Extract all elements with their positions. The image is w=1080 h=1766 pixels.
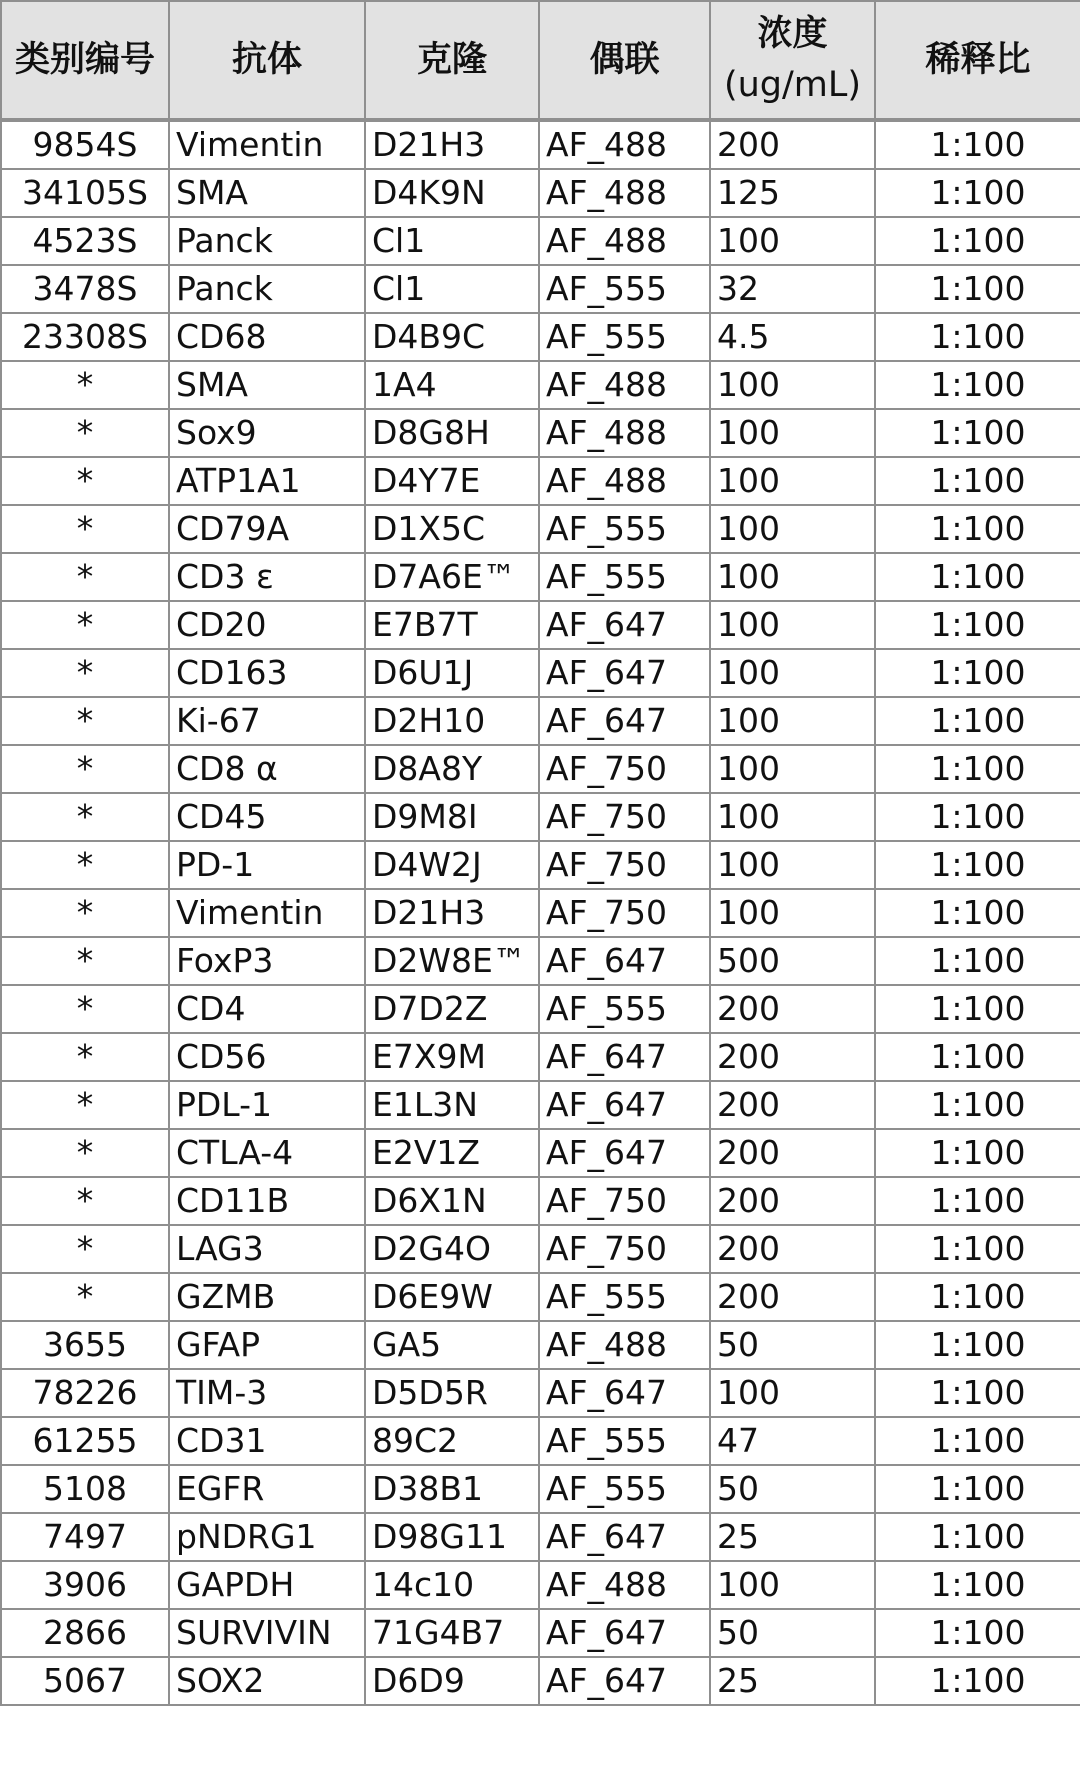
- cell-antibody: CD79A: [169, 505, 365, 553]
- header-clone: 克隆: [365, 1, 539, 120]
- cell-dilution: 1:100: [875, 1369, 1080, 1417]
- cell-clone: D8A8Y: [365, 745, 539, 793]
- table-row: [1, 1369, 1080, 1417]
- cell-dilution: 1:100: [875, 1225, 1080, 1273]
- cell-clone: D4Y7E: [365, 457, 539, 505]
- table-row: [1, 1081, 1080, 1129]
- header-conjugate: 偶联: [539, 1, 710, 120]
- cell-concentration: 100: [710, 601, 875, 649]
- table-row: [1, 1321, 1080, 1369]
- cell-category-code: *: [1, 649, 169, 697]
- cell-concentration: 50: [710, 1609, 875, 1657]
- cell-category-code: *: [1, 1225, 169, 1273]
- cell-category-code: *: [1, 409, 169, 457]
- cell-dilution: 1:100: [875, 505, 1080, 553]
- cell-conjugate: AF_647: [539, 1033, 710, 1081]
- table-row: [1, 649, 1080, 697]
- table-row: [1, 505, 1080, 553]
- cell-conjugate: AF_555: [539, 553, 710, 601]
- cell-conjugate: AF_750: [539, 793, 710, 841]
- cell-dilution: 1:100: [875, 120, 1080, 169]
- cell-concentration: 100: [710, 649, 875, 697]
- cell-dilution: 1:100: [875, 1177, 1080, 1225]
- cell-clone: D6D9: [365, 1657, 539, 1705]
- cell-antibody: GFAP: [169, 1321, 365, 1369]
- cell-conjugate: AF_488: [539, 169, 710, 217]
- cell-antibody: CTLA-4: [169, 1129, 365, 1177]
- cell-conjugate: AF_555: [539, 1273, 710, 1321]
- table-row: [1, 1657, 1080, 1705]
- cell-category-code: *: [1, 697, 169, 745]
- cell-category-code: *: [1, 745, 169, 793]
- cell-antibody: GAPDH: [169, 1561, 365, 1609]
- cell-category-code: *: [1, 1273, 169, 1321]
- cell-category-code: *: [1, 1177, 169, 1225]
- cell-antibody: LAG3: [169, 1225, 365, 1273]
- cell-clone: D1X5C: [365, 505, 539, 553]
- cell-dilution: 1:100: [875, 409, 1080, 457]
- cell-category-code: *: [1, 1129, 169, 1177]
- table-row: [1, 361, 1080, 409]
- cell-clone: E2V1Z: [365, 1129, 539, 1177]
- cell-conjugate: AF_647: [539, 1609, 710, 1657]
- cell-concentration: 100: [710, 793, 875, 841]
- cell-clone: D2G4O: [365, 1225, 539, 1273]
- cell-concentration: 25: [710, 1513, 875, 1561]
- cell-antibody: Panck: [169, 265, 365, 313]
- cell-conjugate: AF_647: [539, 601, 710, 649]
- cell-antibody: GZMB: [169, 1273, 365, 1321]
- cell-concentration: 200: [710, 120, 875, 169]
- cell-dilution: 1:100: [875, 553, 1080, 601]
- cell-concentration: 50: [710, 1321, 875, 1369]
- cell-clone: D9M8I: [365, 793, 539, 841]
- cell-clone: 14c10: [365, 1561, 539, 1609]
- cell-clone: D6U1J: [365, 649, 539, 697]
- table-row: [1, 1561, 1080, 1609]
- cell-dilution: 1:100: [875, 1033, 1080, 1081]
- cell-antibody: CD163: [169, 649, 365, 697]
- cell-concentration: 100: [710, 553, 875, 601]
- cell-conjugate: AF_555: [539, 313, 710, 361]
- cell-dilution: 1:100: [875, 217, 1080, 265]
- cell-conjugate: AF_647: [539, 649, 710, 697]
- cell-conjugate: AF_647: [539, 697, 710, 745]
- cell-antibody: CD11B: [169, 1177, 365, 1225]
- cell-antibody: pNDRG1: [169, 1513, 365, 1561]
- cell-clone: D21H3: [365, 120, 539, 169]
- cell-category-code: 2866: [1, 1609, 169, 1657]
- cell-conjugate: AF_647: [539, 1657, 710, 1705]
- cell-conjugate: AF_488: [539, 409, 710, 457]
- table-row: [1, 1273, 1080, 1321]
- cell-category-code: 4523S: [1, 217, 169, 265]
- cell-category-code: *: [1, 505, 169, 553]
- cell-category-code: *: [1, 793, 169, 841]
- cell-dilution: 1:100: [875, 985, 1080, 1033]
- cell-clone: D98G11: [365, 1513, 539, 1561]
- cell-category-code: 5108: [1, 1465, 169, 1513]
- cell-dilution: 1:100: [875, 1321, 1080, 1369]
- cell-antibody: CD31: [169, 1417, 365, 1465]
- cell-dilution: 1:100: [875, 1657, 1080, 1705]
- cell-antibody: PD-1: [169, 841, 365, 889]
- cell-dilution: 1:100: [875, 1465, 1080, 1513]
- header-row: [1, 1, 1080, 120]
- cell-concentration: 200: [710, 1033, 875, 1081]
- table-row: [1, 553, 1080, 601]
- cell-dilution: 1:100: [875, 649, 1080, 697]
- cell-concentration: 25: [710, 1657, 875, 1705]
- cell-dilution: 1:100: [875, 1561, 1080, 1609]
- cell-clone: D7D2Z: [365, 985, 539, 1033]
- table-row: [1, 697, 1080, 745]
- cell-dilution: 1:100: [875, 361, 1080, 409]
- cell-conjugate: AF_750: [539, 1225, 710, 1273]
- cell-clone: 89C2: [365, 1417, 539, 1465]
- cell-category-code: *: [1, 361, 169, 409]
- table-row: [1, 1225, 1080, 1273]
- cell-concentration: 200: [710, 1129, 875, 1177]
- table-header: [1, 1, 1080, 120]
- cell-antibody: SURVIVIN: [169, 1609, 365, 1657]
- cell-conjugate: AF_488: [539, 1561, 710, 1609]
- cell-conjugate: AF_488: [539, 120, 710, 169]
- cell-concentration: 100: [710, 1369, 875, 1417]
- cell-antibody: SMA: [169, 361, 365, 409]
- cell-concentration: 47: [710, 1417, 875, 1465]
- table-row: [1, 937, 1080, 985]
- table-row: [1, 409, 1080, 457]
- cell-dilution: 1:100: [875, 889, 1080, 937]
- cell-conjugate: AF_647: [539, 937, 710, 985]
- table-row: [1, 601, 1080, 649]
- cell-antibody: EGFR: [169, 1465, 365, 1513]
- cell-clone: 1A4: [365, 361, 539, 409]
- cell-dilution: 1:100: [875, 1513, 1080, 1561]
- cell-concentration: 100: [710, 217, 875, 265]
- table-row: [1, 1417, 1080, 1465]
- cell-dilution: 1:100: [875, 169, 1080, 217]
- cell-concentration: 50: [710, 1465, 875, 1513]
- cell-conjugate: AF_750: [539, 889, 710, 937]
- cell-category-code: *: [1, 985, 169, 1033]
- header-antibody: 抗体: [169, 1, 365, 120]
- header-category-code: 类别编号: [1, 1, 169, 120]
- cell-antibody: SMA: [169, 169, 365, 217]
- cell-antibody: PDL-1: [169, 1081, 365, 1129]
- table-row: [1, 841, 1080, 889]
- cell-conjugate: AF_488: [539, 361, 710, 409]
- cell-concentration: 32: [710, 265, 875, 313]
- cell-dilution: 1:100: [875, 1081, 1080, 1129]
- cell-category-code: 9854S: [1, 120, 169, 169]
- cell-category-code: 3906: [1, 1561, 169, 1609]
- cell-conjugate: AF_488: [539, 217, 710, 265]
- cell-category-code: *: [1, 457, 169, 505]
- cell-clone: D2W8E™: [365, 937, 539, 985]
- cell-antibody: CD20: [169, 601, 365, 649]
- cell-concentration: 4.5: [710, 313, 875, 361]
- cell-category-code: 23308S: [1, 313, 169, 361]
- cell-concentration: 100: [710, 361, 875, 409]
- cell-antibody: CD3 ε: [169, 553, 365, 601]
- cell-category-code: *: [1, 553, 169, 601]
- cell-concentration: 100: [710, 457, 875, 505]
- cell-category-code: *: [1, 1081, 169, 1129]
- cell-conjugate: AF_555: [539, 985, 710, 1033]
- table-row: [1, 120, 1080, 169]
- header-concentration: [710, 1, 875, 120]
- table-row: [1, 1513, 1080, 1561]
- table-row: [1, 793, 1080, 841]
- table-row: [1, 889, 1080, 937]
- cell-antibody: SOX2: [169, 1657, 365, 1705]
- cell-category-code: *: [1, 841, 169, 889]
- cell-clone: D5D5R: [365, 1369, 539, 1417]
- cell-clone: GA5: [365, 1321, 539, 1369]
- cell-concentration: 125: [710, 169, 875, 217]
- table-body: [1, 120, 1080, 1705]
- cell-dilution: 1:100: [875, 1129, 1080, 1177]
- table-row: [1, 313, 1080, 361]
- cell-antibody: Vimentin: [169, 889, 365, 937]
- table-row: [1, 1033, 1080, 1081]
- cell-category-code: *: [1, 1033, 169, 1081]
- table-row: [1, 265, 1080, 313]
- table-row: [1, 745, 1080, 793]
- cell-concentration: 100: [710, 409, 875, 457]
- cell-antibody: CD8 α: [169, 745, 365, 793]
- cell-concentration: 100: [710, 1561, 875, 1609]
- cell-clone: D38B1: [365, 1465, 539, 1513]
- cell-antibody: CD4: [169, 985, 365, 1033]
- cell-clone: D6E9W: [365, 1273, 539, 1321]
- cell-dilution: 1:100: [875, 457, 1080, 505]
- cell-conjugate: AF_750: [539, 841, 710, 889]
- cell-antibody: Vimentin: [169, 120, 365, 169]
- cell-category-code: *: [1, 889, 169, 937]
- cell-clone: D4W2J: [365, 841, 539, 889]
- cell-conjugate: AF_488: [539, 1321, 710, 1369]
- cell-antibody: CD45: [169, 793, 365, 841]
- cell-antibody: Sox9: [169, 409, 365, 457]
- cell-clone: E7X9M: [365, 1033, 539, 1081]
- table-row: [1, 457, 1080, 505]
- cell-dilution: 1:100: [875, 841, 1080, 889]
- cell-concentration: 100: [710, 841, 875, 889]
- cell-conjugate: AF_647: [539, 1081, 710, 1129]
- cell-conjugate: AF_750: [539, 745, 710, 793]
- cell-category-code: *: [1, 601, 169, 649]
- cell-concentration: 100: [710, 505, 875, 553]
- cell-clone: Cl1: [365, 217, 539, 265]
- cell-clone: D4K9N: [365, 169, 539, 217]
- header-dilution: 稀释比: [875, 1, 1080, 120]
- cell-clone: D21H3: [365, 889, 539, 937]
- cell-conjugate: AF_555: [539, 265, 710, 313]
- cell-conjugate: AF_555: [539, 1417, 710, 1465]
- cell-category-code: *: [1, 937, 169, 985]
- cell-antibody: FoxP3: [169, 937, 365, 985]
- cell-dilution: 1:100: [875, 1417, 1080, 1465]
- cell-category-code: 5067: [1, 1657, 169, 1705]
- cell-dilution: 1:100: [875, 937, 1080, 985]
- cell-concentration: 200: [710, 985, 875, 1033]
- cell-clone: 71G4B7: [365, 1609, 539, 1657]
- cell-clone: D7A6E™: [365, 553, 539, 601]
- cell-dilution: 1:100: [875, 745, 1080, 793]
- cell-antibody: Panck: [169, 217, 365, 265]
- cell-dilution: 1:100: [875, 265, 1080, 313]
- cell-antibody: CD56: [169, 1033, 365, 1081]
- cell-concentration: 200: [710, 1273, 875, 1321]
- table-row: [1, 1609, 1080, 1657]
- cell-category-code: 7497: [1, 1513, 169, 1561]
- cell-clone: D2H10: [365, 697, 539, 745]
- cell-category-code: 3478S: [1, 265, 169, 313]
- cell-concentration: 100: [710, 697, 875, 745]
- cell-concentration: 200: [710, 1081, 875, 1129]
- header-concentration-line2: (ug/mL): [723, 65, 862, 105]
- cell-clone: Cl1: [365, 265, 539, 313]
- cell-conjugate: AF_647: [539, 1369, 710, 1417]
- cell-category-code: 61255: [1, 1417, 169, 1465]
- table-row: [1, 985, 1080, 1033]
- cell-category-code: 34105S: [1, 169, 169, 217]
- cell-concentration: 200: [710, 1177, 875, 1225]
- cell-antibody: TIM-3: [169, 1369, 365, 1417]
- table-row: [1, 1465, 1080, 1513]
- cell-dilution: 1:100: [875, 697, 1080, 745]
- cell-conjugate: AF_647: [539, 1129, 710, 1177]
- cell-clone: E7B7T: [365, 601, 539, 649]
- cell-clone: D4B9C: [365, 313, 539, 361]
- cell-conjugate: AF_555: [539, 1465, 710, 1513]
- cell-concentration: 500: [710, 937, 875, 985]
- header-concentration-line1: 浓度: [757, 14, 828, 55]
- table-row: [1, 1177, 1080, 1225]
- cell-clone: D8G8H: [365, 409, 539, 457]
- cell-antibody: ATP1A1: [169, 457, 365, 505]
- cell-concentration: 100: [710, 889, 875, 937]
- cell-conjugate: AF_555: [539, 505, 710, 553]
- cell-antibody: CD68: [169, 313, 365, 361]
- cell-conjugate: AF_750: [539, 1177, 710, 1225]
- cell-conjugate: AF_488: [539, 457, 710, 505]
- table-row: [1, 1129, 1080, 1177]
- cell-dilution: 1:100: [875, 601, 1080, 649]
- cell-clone: D6X1N: [365, 1177, 539, 1225]
- cell-category-code: 3655: [1, 1321, 169, 1369]
- cell-clone: E1L3N: [365, 1081, 539, 1129]
- cell-dilution: 1:100: [875, 1273, 1080, 1321]
- cell-dilution: 1:100: [875, 1609, 1080, 1657]
- cell-concentration: 200: [710, 1225, 875, 1273]
- cell-conjugate: AF_647: [539, 1513, 710, 1561]
- table-row: [1, 169, 1080, 217]
- cell-category-code: 78226: [1, 1369, 169, 1417]
- cell-antibody: Ki-67: [169, 697, 365, 745]
- cell-concentration: 100: [710, 745, 875, 793]
- table-row: [1, 217, 1080, 265]
- cell-dilution: 1:100: [875, 793, 1080, 841]
- cell-dilution: 1:100: [875, 313, 1080, 361]
